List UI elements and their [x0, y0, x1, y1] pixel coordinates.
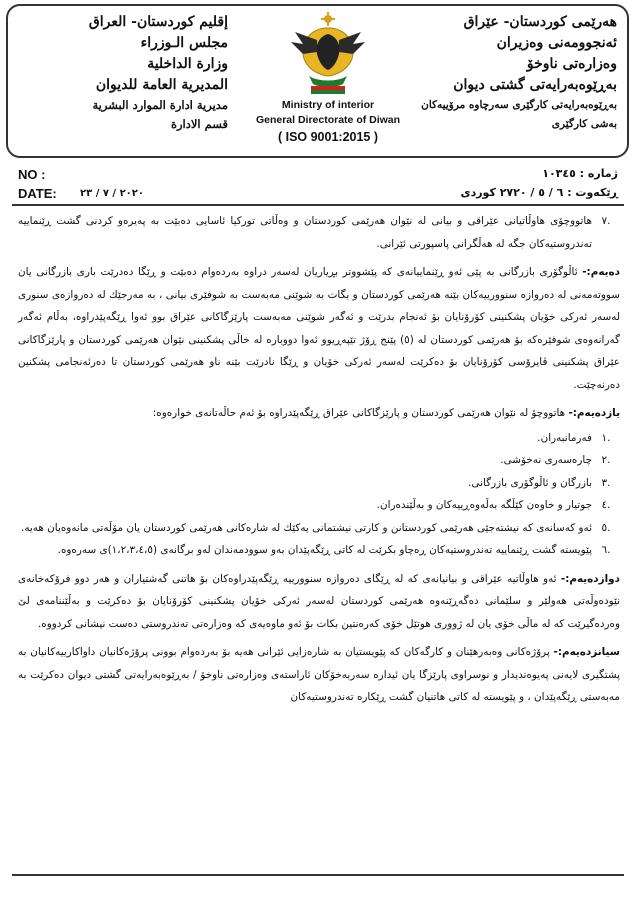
no-label: NO : [18, 167, 46, 182]
arabic-admin-section: قسم الادارة [170, 117, 228, 131]
header-divider [12, 204, 624, 206]
iso-certification: ( ISO 9001:2015 ) [277, 130, 379, 144]
kurdish-admin-section: بەشی كارگێری [551, 118, 617, 130]
list-number: .٥ [601, 521, 611, 534]
arabic-ministry: وزارة الداخلية [147, 56, 228, 72]
clause-text: ئاڵوگۆری بازرگانی بە پێی ئەو ڕێنماییانەی كە پێشووتر بڕیاریان لەسەر دراوە بەردەوام دەبێت و ڕێگا دەدرێت باری بازرگانی یان سووتەمەنی لە دەروازە سنوورییەكان بێنە هەرێمی كوردستان و بگات بە شوێنی مەبەست بە شوفێری بیانی ، بە مەرجێك لە دەروازەی سنوری لەسەر ئەركی خۆیان پشكنینی كۆرۆنایان بۆ ئەنجام بدرێت و ئەگەر شوێنی مەبەست پارێزگاكانی عێراق بوو ئەوا ڕێگەپێدراوە، بەڵام ئەگەر گەرانەوەی شوفێرەكە بۆ هەرێمی كوردستان لە (٥) پێنج ڕۆژ تێپەڕیوو ئەوا دووبارە لە خاڵی پشكنینی نێوان هەرێمی كوردستان و پارێزگاكانی عێراق پشكنینی ڤایرۆسی كۆرۆنایان بۆ دەكرێت لەسەر ئەركی خۆیان و ڕێگا نادرێت بێنە ناو هەرێمی كوردستان تا دەرئەنجامی پشكنین دەرنەچێت. [18, 266, 620, 391]
list-text: چارەسەری نەخۆشی. [500, 454, 592, 466]
kurdistan-emblem-icon [273, 10, 383, 98]
list-number: .٢ [601, 454, 611, 466]
list-text: ئەو كەسانەی كە نیشتەجێی هەرێمی كوردستانن و كارتی نیشتمانی یەكێك لە شارەكانی هەرێمی كوردستان یان مۆڵەتی مانەوەیان هەیە. [21, 521, 592, 534]
kurdish-date: ڕێكەوت : ٦ / ٥ / ٢٧٢٠ كوردی [460, 186, 618, 199]
kurdish-ministry: وەزارەتی ناوخۆ [526, 56, 617, 72]
letterhead-arabic [18, 12, 228, 134]
list-item [18, 494, 620, 517]
list-item [18, 472, 620, 495]
kurdish-region: هەرێمی كوردستان- عێراق [463, 14, 617, 30]
clause-eleven [18, 402, 620, 425]
clause-heading: دەیەم:- [582, 266, 620, 278]
clause-ten [18, 261, 620, 396]
directorate-english: General Directorate of Diwan [255, 114, 401, 126]
list-item [18, 517, 620, 540]
clause-thirteen [18, 641, 620, 709]
clause-heading: یازدەیەم:- [568, 407, 620, 419]
allowed-cases-list [18, 427, 620, 562]
list-item [18, 427, 620, 450]
clause-text: پرۆژەكانی وەبەرهێنان و كارگەكان كە پێویستیان بە شارەزایی ئێرانی هەیە بۆ بەردەوام بوونی پرۆژەكانیان داواكارییەكانیان بە پشتگیری لایەنی پەیوەندیدار و نوسراوی پارێزگا یان ئیدارە سەربەخۆكان ئاراستەی وەزارەتی ناوخۆ / بەڕێوەبەرایەتی گشتی دیوان دەكرێت بە مەبەستی ڕێگەپێدان ، و پێویستە لە كاتی هاتنیان گشت ڕێكارە تەندروستیەكان [18, 646, 620, 703]
letterhead-kurdish [387, 12, 617, 134]
letterhead [6, 4, 629, 158]
clause-text: هاتووچۆ لە نێوان هەرێمی كوردستان و پارێزگاكانی عێراق ڕێگەپێدراوە بۆ ئەم حاڵەتانەی خوارەوە: [152, 407, 566, 419]
list-item [18, 449, 620, 472]
list-number: .٣ [601, 476, 611, 489]
arabic-region: إقليم كوردستان- العراق [88, 14, 228, 30]
clause-twelve [18, 568, 620, 636]
ministry-english: Ministry of interior [281, 99, 375, 111]
list-text: هاتووچۆی هاوڵاتیانی عێراقی و بیانی لە نێوان هەرێمی كوردستان و وەڵاتی توركیا ئاسایی دەبێت بە پەیرەو كردنی گشت ڕێنماییە تەندروستیەكان جگە لە هەڵگرانی پاسپورتی ئێرانی. [18, 215, 592, 250]
list-number: .٤ [601, 499, 611, 511]
clause-heading: سیانزدەیەم:- [553, 646, 620, 658]
list-text: بازرگان و ئاڵوگۆری بازرگانی. [468, 476, 592, 489]
letterhead-center [243, 10, 413, 144]
date-value: ٢٠٢٠ / ٧ / ٢٣ [80, 188, 144, 199]
date-label: DATE: [18, 186, 57, 201]
list-number: .٦ [601, 544, 611, 556]
meta-date-row [18, 186, 618, 202]
footer-divider [12, 874, 624, 876]
list-text: پێویستە گشت ڕێنماییە تەندروستیەكان ڕەچاو بكرێت لە كاتی ڕێگەپێدان بەو سوودمەندان لەو برگانەی (١،٢،٣،٤،٥)ی سەرەوە. [57, 544, 592, 556]
kurdish-hr-directorate: بەڕێوەبەرایەتی كارگێری سەرچاوە مرۆییەكان [421, 99, 617, 111]
document-number: ژمارە : ١٠٣٤٥ [542, 167, 618, 180]
kurdish-council: ئەنجوومەنی وەزیران [496, 35, 617, 51]
list-item [18, 539, 620, 562]
arabic-council: مجلس الـوزراء [140, 35, 228, 51]
list-number: .٧ [601, 215, 611, 227]
clause-text: ئەو هاوڵاتیە عێراقی و بیانیانەی كە لە ڕێگای دەروازە سنوورییە ڕێگەپێدراوەكان بۆ هاتنی گەشتیاران و هەر دوو فرۆكەخانەی نێودەوڵەتی هەولێر و سلێمانی دەگەڕێنەوە هەرێمی كوردستان لەسەر ئەركی خۆیان پشكنینی كۆرۆنایان بۆ دەكرێت و بەڵێننامەی لێ وەردەگیرێت كە لە ماڵی خۆی یان لە ژووری هوتێل خۆی كەرەنتین بكات بۆ ئەو ماوەیەی كە وەزارەتی تەندروستی دەست نیشانی كردووە. [18, 572, 620, 630]
clause-seven [18, 210, 620, 255]
letter-body [18, 210, 620, 715]
arabic-hr-directorate: مديرية ادارة الموارد البشرية [92, 98, 228, 112]
meta-number-row [18, 167, 618, 183]
list-text: جوتیار و خاوەن كێڵگە بەڵەوەڕییەكان و بەڵێندەران. [376, 499, 592, 511]
list-text: فەرمانبەران. [537, 431, 592, 444]
kurdish-directorate: بەڕێوەبەرایەتی گشتی دیوان [453, 77, 617, 93]
list-number: .١ [601, 431, 611, 444]
clause-heading: دوازدەیەم:- [560, 572, 620, 585]
arabic-directorate: المديرية العامة للديوان [95, 77, 228, 93]
